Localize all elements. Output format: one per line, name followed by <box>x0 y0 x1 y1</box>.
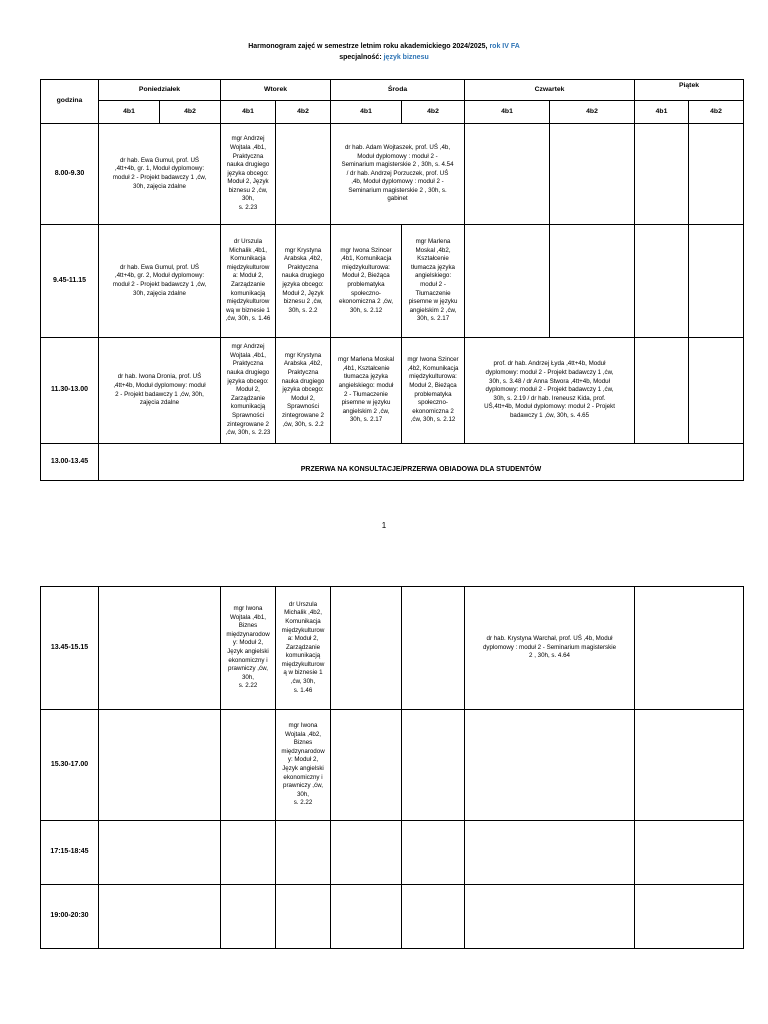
table-row <box>41 225 744 338</box>
schedule-table-part-2 <box>40 586 744 949</box>
header-day-wednesday: Środa <box>331 80 465 101</box>
empty-cell <box>689 338 744 444</box>
empty-cell <box>550 124 635 225</box>
class-entry: mgr Krystyna Arabska ,4b2, Praktyczna nauka drugiego języka obcego: Moduł 2, Język biznesu 2 ,ćw, 30h, s. 2.2 <box>276 225 331 338</box>
group-header: 4b2 <box>689 101 744 124</box>
header-day-thursday: Czwartek <box>465 80 635 101</box>
empty-cell <box>402 821 465 885</box>
empty-cell <box>331 587 402 710</box>
class-entry: dr hab. Iwona Dronia, prof. UŚ ,4tt+4b, Moduł dyplomowy: moduł 2 - Projekt badawczy 1 ,ćw, 30h, zajęcia zdalne <box>99 338 221 444</box>
empty-cell <box>99 710 221 821</box>
empty-cell <box>402 587 465 710</box>
specialty-label: specjalność: <box>339 54 384 61</box>
time-slot: 17:15-18:45 <box>41 821 99 885</box>
empty-cell <box>331 885 402 949</box>
empty-cell <box>402 710 465 821</box>
class-entry: dr hab. Adam Wojtaszek, prof. UŚ ,4b, Moduł dyplomowy : moduł 2 - Seminarium magisterskie 2 , 30h, s. 4.54 / dr hab. Andrzej Porzuczek, prof. UŚ ,4b, Moduł dyplomowy : moduł 2 - Seminarium magisterskie 2 , 30h, s. gabinet <box>331 124 465 225</box>
empty-cell <box>635 338 689 444</box>
class-entry: mgr Iwona Wojtala ,4b1, Biznes międzynarodow y: Moduł 2, Język angielski ekonomiczny i prawniczy ,ćw, 30h, s. 2.22 <box>221 587 276 710</box>
group-header: 4b1 <box>331 101 402 124</box>
empty-cell <box>331 710 402 821</box>
table-row <box>41 444 744 481</box>
group-header: 4b1 <box>635 101 689 124</box>
header-day-tuesday: Wtorek <box>221 80 331 101</box>
group-header: 4b1 <box>99 101 160 124</box>
time-slot: 8.00-9.30 <box>41 124 99 225</box>
empty-cell <box>689 124 744 225</box>
class-entry: prof. dr hab. Andrzej Łyda ,4tt+4b, Moduł dyplomowy: moduł 2 - Projekt badawczy 1 ,ćw, 30h, s. 3.48 / dr Anna Stwora ,4tt+4b, Moduł dyplomowy: moduł 2 - Projekt badawczy 1 ,ćw, 30h, s. 2.19 / dr hab. Ireneusz Kida, prof. UŚ,4tt+4b, Moduł dyplomowy: moduł 2 - Projekt badawczy 1 ,ćw, 30h, s. 4.65 <box>465 338 635 444</box>
class-entry: mgr Marlena Moskal ,4b2, Kształcenie tłumacza języka angielskiego: moduł 2 - Tłumaczenie pisemne w języku angielskim 2 ,ćw, 30h, s. 2.17 <box>402 225 465 338</box>
empty-cell <box>276 885 331 949</box>
empty-cell <box>465 821 635 885</box>
empty-cell <box>99 885 221 949</box>
empty-cell <box>221 710 276 821</box>
empty-cell <box>635 225 689 338</box>
class-entry: dr Urszula Michalik ,4b1, Komunikacja międzykulturow a: Moduł 2, Zarządzanie komunikacją międzykulturow wą w biznesie 1 ,ćw, 30h, s. 1.46 <box>221 225 276 338</box>
empty-cell <box>465 885 635 949</box>
document-title <box>0 41 768 63</box>
page-number: 1 <box>381 521 387 530</box>
class-entry: mgr Iwona Wojtala ,4b2, Biznes międzynarodow y: Moduł 2, Język angielski ekonomiczny i prawniczy ,ćw, 30h, s. 2.22 <box>276 710 331 821</box>
time-slot: 9.45-11.15 <box>41 225 99 338</box>
group-header: 4b1 <box>465 101 550 124</box>
class-entry: dr hab. Ewa Gumul, prof. UŚ ,4tt+4b, gr. 2, Moduł dyplomowy: moduł 2 - Projekt badawczy 1 ,ćw, 30h, zajęcia zdalne <box>99 225 221 338</box>
time-slot: 11.30-13.00 <box>41 338 99 444</box>
title-line-2 <box>0 52 768 63</box>
class-entry: mgr Krystyna Arabska ,4b2, Praktyczna nauka drugiego języka obcego: Moduł 2, Sprawności zintegrowane 2 ,ćw, 30h, s. 2.2 <box>276 338 331 444</box>
group-header: 4b2 <box>160 101 221 124</box>
title-year-group: rok IV FA <box>489 43 520 50</box>
empty-cell <box>99 587 221 710</box>
header-godzina: godzina <box>41 80 99 124</box>
header-day-monday: Poniedziałek <box>99 80 221 101</box>
empty-cell <box>635 710 744 821</box>
empty-cell <box>635 587 744 710</box>
lunch-break-banner: PRZERWA NA KONSULTACJE/PRZERWA OBIADOWA DLA STUDENTÓW <box>99 444 744 481</box>
table-row <box>41 885 744 949</box>
class-entry: mgr Andrzej Wojtala ,4b1, Praktyczna nauka drugiego języka obcego: Moduł 2, Zarządzanie komunikacją Sprawności zintegrowane 2 ,ćw, 30h, s. 2.23 <box>221 338 276 444</box>
header-day-friday: Piątek <box>635 80 744 101</box>
title-main-text: Harmonogram zajęć w semestrze letnim roku akademickiego 2024/2025, <box>248 43 490 50</box>
empty-cell <box>221 821 276 885</box>
empty-cell <box>635 821 744 885</box>
class-entry: mgr Iwona Szincer ,4b2, Komunikacja międzykulturowa: Moduł 2, Bieżąca problematyka społeczno- ekonomiczna 2 ,ćw, 30h, s. 2.12 <box>402 338 465 444</box>
empty-cell <box>276 124 331 225</box>
table-row <box>41 124 744 225</box>
table-row <box>41 821 744 885</box>
table-row <box>41 710 744 821</box>
specialty-value: język biznesu <box>383 54 429 61</box>
class-entry: dr hab. Ewa Gumul, prof. UŚ ,4tt+4b, gr. 1, Moduł dyplomowy: moduł 2 - Projekt badawczy 1 ,ćw, 30h, zajęcia zdalne <box>99 124 221 225</box>
class-entry: mgr Iwona Szincer ,4b1, Komunikacja międzykulturowa: Moduł 2, Bieżąca problematyka społeczno- ekonomiczna 2 ,ćw, 30h, s. 2.12 <box>331 225 402 338</box>
group-header: 4b1 <box>221 101 276 124</box>
schedule-table-part-1 <box>40 79 744 481</box>
empty-cell <box>635 124 689 225</box>
group-header: 4b2 <box>550 101 635 124</box>
empty-cell <box>465 225 550 338</box>
table-row <box>41 587 744 710</box>
class-entry: dr hab. Krystyna Warchał, prof. UŚ ,4b, Moduł dyplomowy : moduł 2 - Seminarium magisterskie 2 , 30h, s. 4.64 <box>465 587 635 710</box>
empty-cell <box>331 821 402 885</box>
class-entry: mgr Marlena Moskal ,4b1, Kształcenie tłumacza języka angielskiego: moduł 2 - Tłumaczenie pisemne w języku angielskim 2 ,ćw, 30h, s. 2.17 <box>331 338 402 444</box>
empty-cell <box>635 885 744 949</box>
empty-cell <box>276 821 331 885</box>
empty-cell <box>689 225 744 338</box>
table-row <box>41 338 744 444</box>
group-header: 4b2 <box>402 101 465 124</box>
time-slot: 15.30-17.00 <box>41 710 99 821</box>
empty-cell <box>465 124 550 225</box>
time-slot: 13.45-15.15 <box>41 587 99 710</box>
time-slot: 13.00-13.45 <box>41 444 99 481</box>
group-header: 4b2 <box>276 101 331 124</box>
title-line-1 <box>0 41 768 52</box>
empty-cell <box>99 821 221 885</box>
class-entry: mgr Andrzej Wojtala ,4b1, Praktyczna nauka drugiego języka obcego: Moduł 2, Język biznesu 2 ,ćw, 30h, s. 2.23 <box>221 124 276 225</box>
time-slot: 19:00-20:30 <box>41 885 99 949</box>
empty-cell <box>402 885 465 949</box>
empty-cell <box>550 225 635 338</box>
class-entry: dr Urszula Michalik ,4b2, Komunikacja międzykulturow a: Moduł 2, Zarządzanie komunikacją międzykulturow ą w biznesie 1 ,ćw, 30h, s. 1.46 <box>276 587 331 710</box>
empty-cell <box>465 710 635 821</box>
empty-cell <box>221 885 276 949</box>
